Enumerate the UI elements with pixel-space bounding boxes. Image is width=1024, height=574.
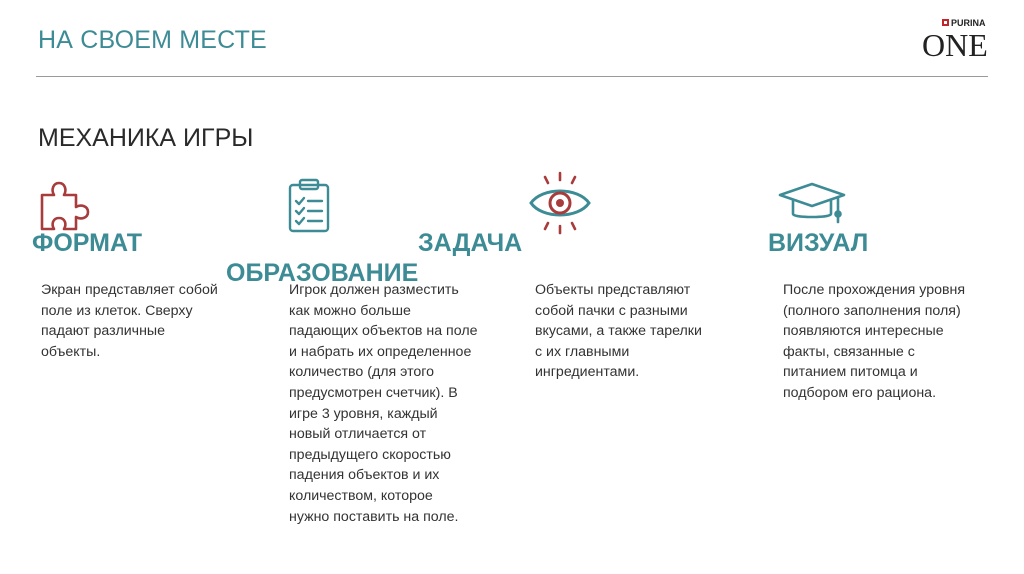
column-text-visual: После прохождения уровня (полного заполнения поля) появляются интересные факты, связанные с питанием питомца и подбором его рациона. [783,282,966,401]
column-text-task: Объекты представляют собой пачки с разными вкусами, а также тарелки с их главными ингредиентами. [535,282,702,381]
page-title: НА СВОЕМ МЕСТЕ [38,26,267,54]
eye-icon [528,171,592,240]
column-text-education: Игрок должен разместить как можно больше падающих объектов на поле и набрать их определенное количество (для этого предусмотрен счетчик). В игре 3 уровня, каждый новый отличается от предыдущего скоростью падения объектов и их количеством, которое нужно поставить на поле. [289,282,478,525]
clipboard-checklist-icon [287,178,331,239]
purina-one-logo [918,16,994,62]
column-text-format: Экран представляет собой поле из клеток. Сверху падают различные объекты. [41,282,218,360]
column-heading-format: ФОРМАТ [32,229,143,257]
header-divider [36,76,988,77]
section-title: МЕХАНИКА ИГРЫ [38,124,254,152]
column-heading-education: ОБРАЗОВАНИЕ [226,259,419,287]
logo-small-text: PURINA [951,18,986,28]
column-heading-task: ЗАДАЧА [418,229,523,257]
logo-big-text: ONE [922,27,988,62]
column-heading-visual: ВИЗУАЛ [768,229,869,257]
graduation-cap-icon [776,181,848,234]
